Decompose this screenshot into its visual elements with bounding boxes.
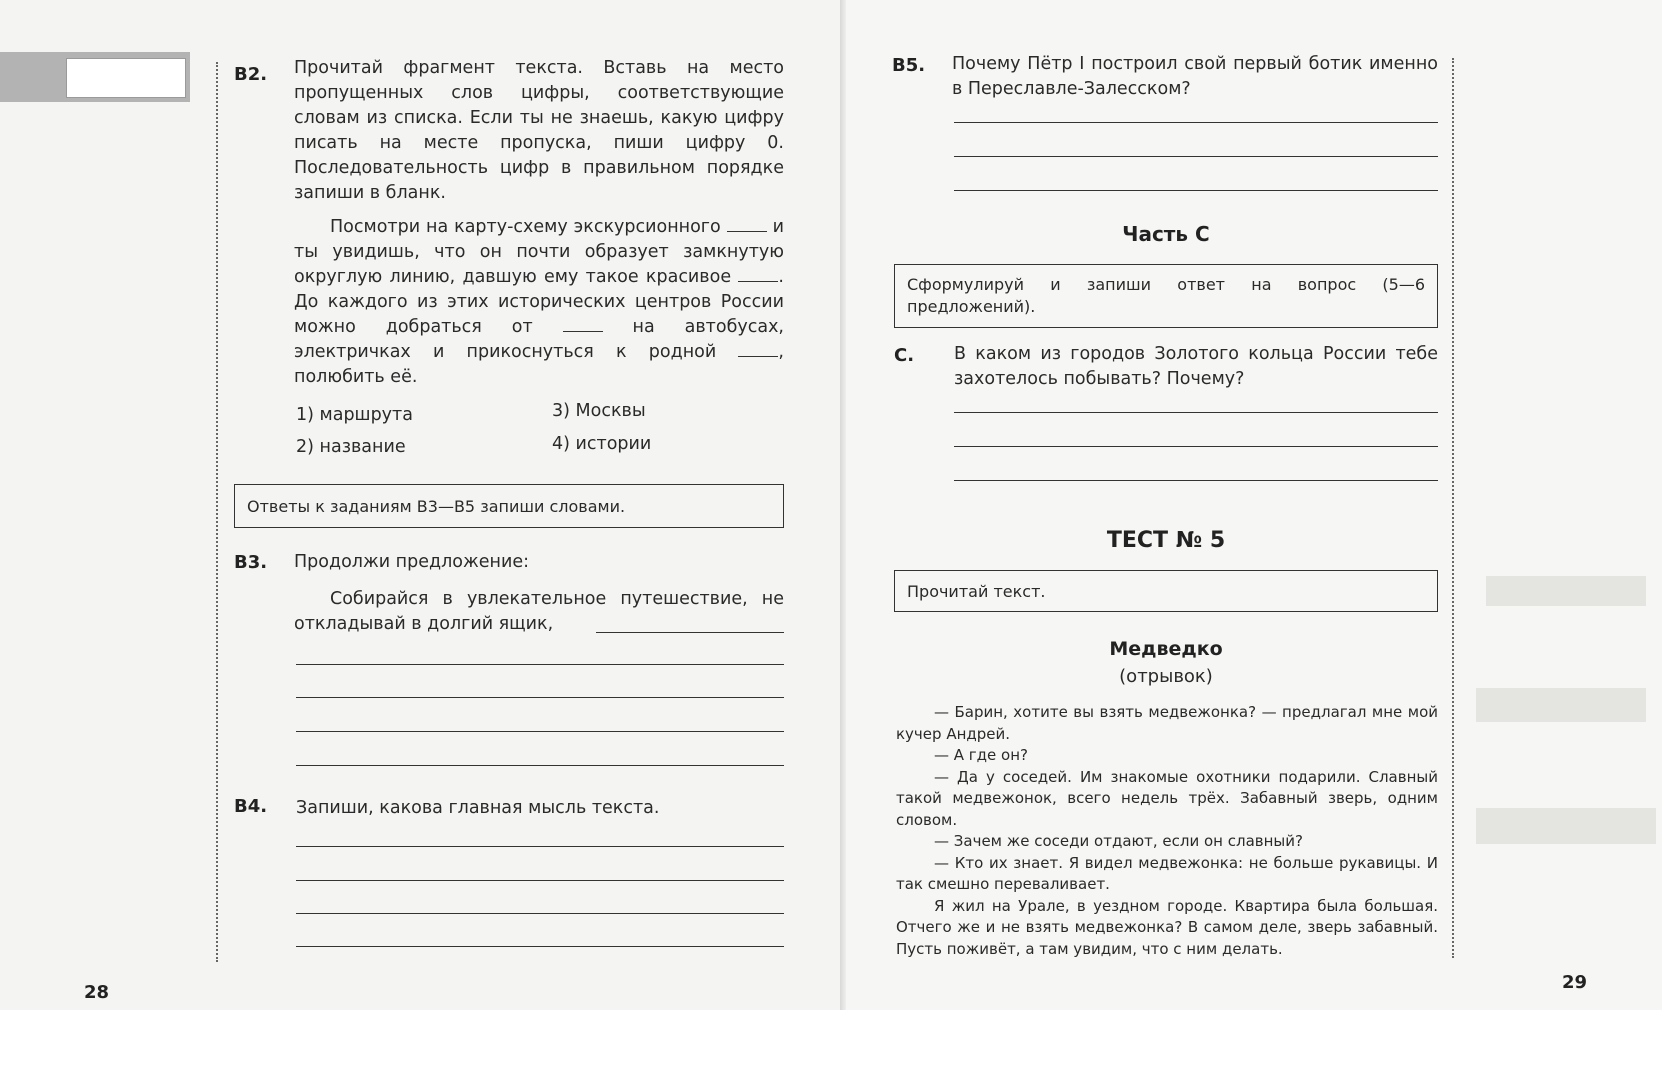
- b3-answer-line-3[interactable]: [296, 697, 784, 698]
- read-text-box: [894, 570, 1438, 612]
- task-b4-number: B4.: [234, 796, 268, 817]
- b3-answer-line-4[interactable]: [296, 731, 784, 732]
- left-margin-dotted-line: [216, 62, 218, 962]
- task-c-question: В каком из городов Золотого кольца России тебе захотелось побывать? Почему?: [954, 344, 1438, 389]
- passage-part-1: Посмотри на карту-схему экскурсионного: [330, 217, 721, 237]
- blank-2[interactable]: [738, 265, 778, 282]
- b3-answer-line-5[interactable]: [296, 765, 784, 766]
- task-b2-instructions: [294, 56, 784, 206]
- story-paragraph: Я жил на Урале, в уездном городе. Квартира была большая. Отчего же и не взять медвежонка? В самом деле, зверь забавный. Пусть поживёт, а там увидим, что с ним делать.: [896, 896, 1438, 958]
- right-margin-dotted-line: [1452, 58, 1454, 958]
- c-answer-line-1[interactable]: [954, 412, 1438, 413]
- task-b3-sentence-text: Собирайся в увлекательное путешествие, не откладывай в долгий ящик,: [294, 589, 784, 634]
- answer-tab-box: [66, 58, 186, 98]
- right-page-number: 29: [1562, 972, 1588, 993]
- read-text-instruction: Прочитай текст.: [907, 581, 1046, 601]
- blank-4[interactable]: [738, 340, 778, 357]
- task-b2-instructions-text: Прочитай фрагмент текста. Вставь на место пропущенных слов цифры, соответствующие словам из списка. Если ты не знаешь, какую цифру писать на месте пропуска, пиши цифру 0. Последовательность цифр в правильном порядке запиши в бланк.: [294, 58, 784, 203]
- task-b5-question: Почему Пётр I построил свой первый ботик именно в Переславле-Залесском?: [952, 54, 1438, 99]
- bleed-through-mark: [1476, 688, 1646, 722]
- c-answer-line-2[interactable]: [954, 446, 1438, 447]
- option-2: 2) название: [296, 437, 406, 457]
- story-title: Медведко: [1109, 638, 1223, 660]
- passage-part-5: , полюбить её.: [294, 342, 784, 387]
- story-paragraph: — Кто их знает. Я видел медвежонка: не больше рукавицы. И так смешно переваливает.: [896, 853, 1438, 893]
- b3-answer-line-2[interactable]: [296, 664, 784, 665]
- b4-answer-line-4[interactable]: [296, 946, 784, 947]
- right-page: [846, 0, 1662, 1080]
- answers-note-text: Ответы к заданиям В3—В5 запиши словами.: [247, 496, 626, 516]
- part-c-instruction-box: [894, 264, 1438, 328]
- story-text: [896, 702, 1438, 960]
- passage-part-2: и ты увидишь, что он почти образует замкнутую округлую линию, давшую ему такое красивое: [294, 217, 784, 287]
- task-c-number: С.: [894, 345, 915, 366]
- task-b2-passage-text: [294, 215, 784, 390]
- page-edge-background: [0, 1010, 1662, 1080]
- option-3: 3) Москвы: [552, 401, 646, 421]
- task-b3-number: B3.: [234, 552, 268, 573]
- story-paragraph: — Зачем же соседи отдают, если он славный?: [934, 832, 1303, 850]
- b4-answer-line-3[interactable]: [296, 913, 784, 914]
- bleed-through-mark: [1476, 808, 1656, 844]
- b3-answer-line-1[interactable]: [596, 632, 784, 633]
- task-b2-passage: [294, 215, 784, 390]
- answer-tab: [0, 52, 190, 102]
- b5-answer-line-3[interactable]: [954, 190, 1438, 191]
- blank-1[interactable]: [727, 215, 767, 232]
- bleed-through-mark: [1486, 576, 1646, 606]
- b5-answer-line-2[interactable]: [954, 156, 1438, 157]
- blank-3[interactable]: [563, 315, 603, 332]
- task-b4-prompt: Запиши, какова главная мысль текста.: [296, 798, 660, 818]
- test-title: ТЕСТ № 5: [1106, 528, 1226, 553]
- c-answer-line-3[interactable]: [954, 480, 1438, 481]
- option-4: 4) истории: [552, 434, 652, 454]
- option-1: 1) маршрута: [296, 405, 413, 425]
- b4-answer-line-2[interactable]: [296, 880, 784, 881]
- b4-answer-line-1[interactable]: [296, 846, 784, 847]
- b5-answer-line-1[interactable]: [954, 122, 1438, 123]
- passage-part-4: на автобусах, электричках и прикоснуться к родной: [294, 317, 784, 362]
- story-paragraph: — Да у соседей. Им знакомые охотники подарили. Славный такой медвежонок, всего недель трёх. Забавный зверь, одним словом.: [896, 767, 1438, 829]
- story-subtitle: (отрывок): [1119, 666, 1213, 687]
- task-b2-number: B2.: [234, 64, 268, 85]
- task-b3-sentence: [294, 587, 784, 637]
- task-b5-number: B5.: [892, 55, 926, 76]
- left-page-number: 28: [84, 982, 110, 1003]
- task-b3-prompt: Продолжи предложение:: [294, 552, 529, 572]
- story-paragraph: — А где он?: [934, 746, 1028, 764]
- story-paragraph: — Барин, хотите вы взять медвежонка? — предлагал мне мой кучер Андрей.: [896, 703, 1438, 743]
- part-c-title: Часть С: [1122, 222, 1210, 246]
- answers-note-box: [234, 484, 784, 528]
- passage-part-3: . До каждого из этих исторических центров России можно добраться от: [294, 267, 784, 337]
- part-c-instruction-text: Сформулируй и запиши ответ на вопрос (5—6 предложений).: [907, 275, 1425, 316]
